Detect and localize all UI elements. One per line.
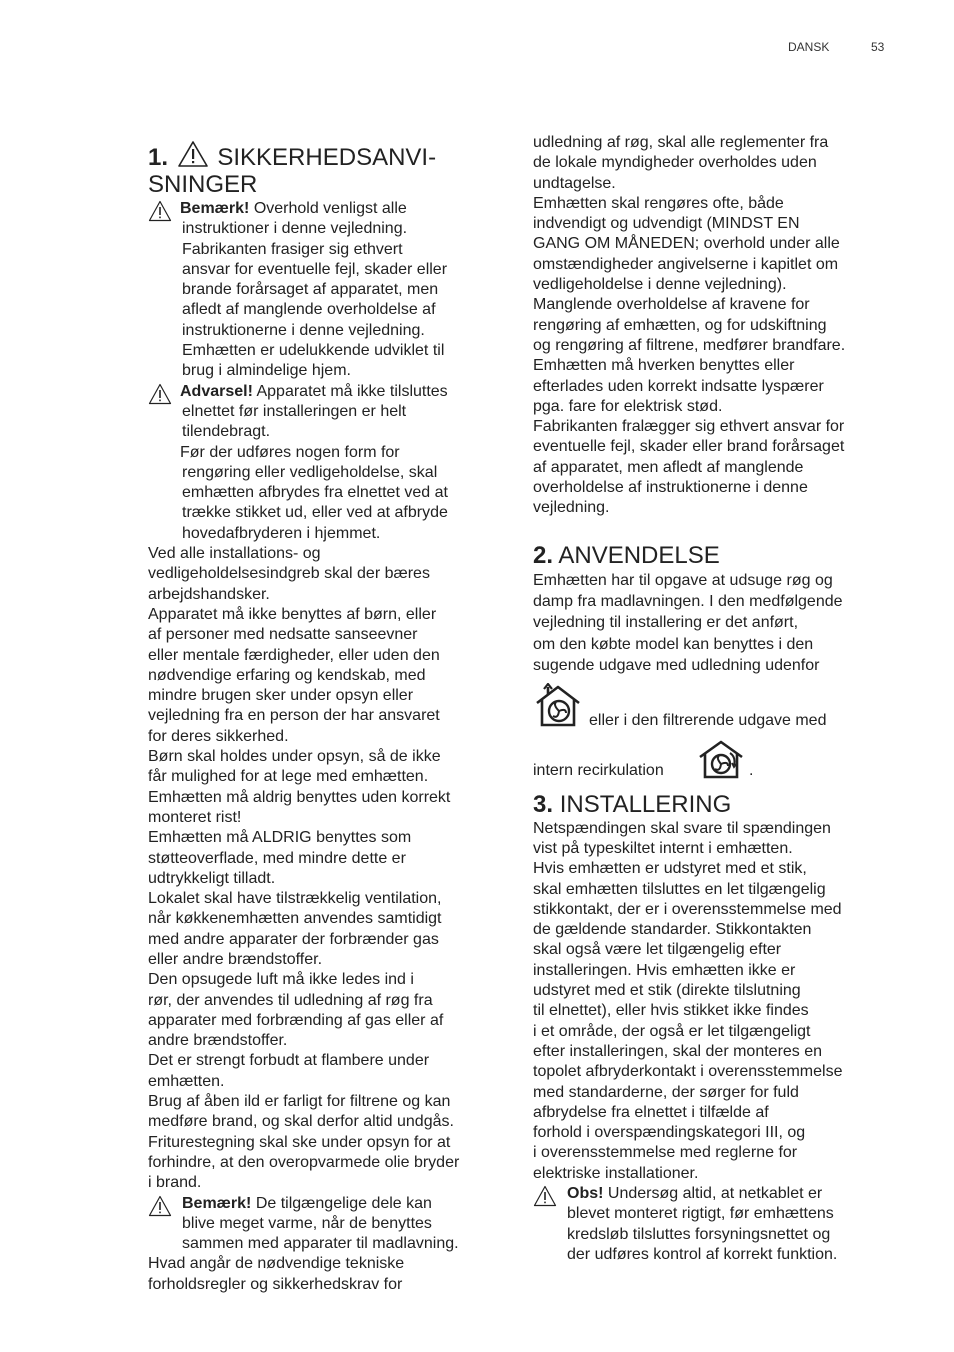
note2-line: blive meget varme, når de benyttes (182, 1214, 432, 1232)
recirculation-mode-line (533, 737, 893, 783)
section3-body (533, 819, 893, 1184)
body-line: Det er strengt forbudt at flambere under (148, 1052, 430, 1070)
section2-title: ANVENDELSE (558, 541, 720, 569)
recirculation-mode-icon (696, 739, 746, 781)
section2-number: 2. (533, 541, 554, 569)
warning-line: emhætten afbrydes fra elnettet ved at (182, 484, 448, 502)
right-column (533, 133, 893, 1265)
obs-first-line: Undersøg altid, at netkablet er (607, 1185, 823, 1203)
exhaust-mode-icon (533, 683, 583, 729)
body-line: Manglende overholdelse af kravene for (533, 296, 810, 314)
body-line: af personer med nedsatte sanseevner (148, 626, 418, 644)
body-line: forhindre, at den overopvarmede olie bryder (148, 1153, 460, 1171)
body-line: med standarderne, der sørger for fuld (533, 1083, 799, 1101)
body-line: Hvad angår de nødvendige tekniske (148, 1255, 405, 1273)
note1-line: brug i almindelige hjem. (182, 362, 351, 380)
obs-line: der udføres kontrol af korrekt funktion. (567, 1245, 838, 1263)
body-line: overholdelse af instruktionerne i denne (533, 479, 808, 497)
body-line: Apparatet må ikke benyttes af børn, eller (148, 605, 437, 623)
body-line: eventuelle fejl, skader eller brand forårsaget (533, 438, 845, 456)
warning-triangle-icon (177, 140, 209, 168)
body-line: nødvendige erfaring og kendskab, med (148, 666, 426, 684)
section1-body (148, 544, 508, 1194)
body-line: i et område, der også er let tilgængeligt (533, 1022, 811, 1040)
note1-line: instruktionerne i denne vejledning. (182, 321, 425, 339)
body-line: omstændigheder angivelserne i kapitlet om (533, 255, 839, 273)
note2-block (148, 1194, 508, 1255)
body-line: emhætten. (148, 1072, 225, 1090)
body-line: Emhætten skal rengøres ofte, både (533, 194, 784, 212)
section3-title: INSTALLERING (559, 790, 732, 818)
warning-line: trække stikket ud, eller ved at afbryde (182, 504, 448, 522)
body-line: rør, der anvendes til udledning af røg fra (148, 991, 433, 1009)
note1-first-line: Overhold venligst alle (253, 200, 407, 217)
body-line: undtagelse. (533, 174, 616, 192)
body-line: Emhætten har til opgave at udsuge røg og (533, 571, 833, 589)
body-line: Friturestegning skal ske under opsyn for at (148, 1133, 451, 1151)
body-line: af apparatet, men afledt af manglende (533, 458, 804, 476)
body-line: Den opsugede luft må ikke ledes ind i (148, 971, 414, 989)
warning-line: hovedafbryderen i hjemmet. (182, 524, 381, 542)
continued-text (533, 133, 893, 519)
body-line: støtteoverflade, med mindre dette er (148, 849, 406, 867)
body-line: installeringen. Hvis emhætten ikke er (533, 961, 796, 979)
body-line: damp fra madlavningen. I den medfølgende (533, 593, 843, 611)
body-line: vejledning fra en person der har ansvaret (148, 707, 440, 725)
note2-label: Bemærk! (182, 1194, 252, 1212)
warning-line: elnettet før installeringen er helt (182, 402, 407, 420)
warning-block (148, 382, 508, 544)
body-line: Hvis emhætten er udstyret med et stik, (533, 860, 807, 878)
page-number: 53 (871, 40, 885, 54)
note1-block (148, 199, 508, 382)
warning-label: Advarsel! (180, 382, 253, 400)
body-line: Emhætten må hverken benyttes eller (533, 357, 795, 375)
body-line: mindre brugen sker under opsyn eller (148, 687, 414, 705)
body-line: eller andre brændstoffer. (148, 950, 323, 968)
warning-line: tilendebragt. (182, 423, 271, 441)
body-line: GANG OM MÅNEDEN; overhold under alle (533, 235, 840, 253)
body-line: Emhætten må ALDRIG benyttes som (148, 829, 412, 847)
body-line: vejledning. (533, 499, 610, 517)
note1-label: Bemærk! (180, 200, 250, 217)
body-line: medføre brand, og skal derfor altid undgås. (148, 1113, 454, 1131)
body-line: får mulighed for at lege med emhætten. (148, 768, 429, 786)
body-line: Fabrikanten fralægger sig ethvert ansvar for (533, 418, 845, 436)
body-line: i overensstemmelse med reglerne for (533, 1144, 798, 1162)
body-line: i brand. (148, 1174, 202, 1192)
note1-line: ansvar for eventuelle fejl, skader eller (182, 260, 448, 278)
warning-triangle-icon (533, 1185, 557, 1207)
note1-line: Emhætten er udelukkende udviklet til (182, 342, 445, 360)
body-line: rengøring af emhætten, og for udskiftning (533, 316, 827, 334)
body-line: monteret rist! (148, 808, 242, 826)
exhaust-mode-line (533, 683, 893, 735)
body-line: vedligeholdelse i denne vejledning). (533, 276, 787, 294)
body-line: andre brændstoffer. (148, 1032, 288, 1050)
warning-triangle-icon (148, 200, 172, 222)
section1-title-line2: SNINGER (148, 171, 258, 198)
body-line: vejledning til installering er det anført, (533, 614, 799, 632)
obs-note-block (533, 1184, 893, 1265)
warning-line: Før der udføres nogen form for (180, 443, 400, 461)
body-line: vist på typeskiltet internt i emhætten. (533, 839, 793, 857)
obs-line: blevet monteret rigtigt, før emhættens (567, 1205, 834, 1223)
obs-line: kredsløb tilsluttes forsyningsnettet og (567, 1225, 831, 1243)
body-line: arbejdshandsker. (148, 585, 270, 603)
body-line: om den købte model kan benyttes i den (533, 635, 814, 653)
body-line: efter installeringen, skal der monteres en (533, 1042, 823, 1060)
body-line: pga. fare for elektrisk stød. (533, 397, 723, 415)
note1-line: instruktioner i denne vejledning. (182, 220, 408, 238)
body-line: Brug af åben ild er farligt for filtrene og kan (148, 1093, 451, 1111)
body-line: Lokalet skal have tilstrækkelig ventilation, (148, 890, 442, 908)
body-line: til elnettet), eller hvis stikket ikke findes (533, 1002, 809, 1020)
section1-tail (148, 1254, 508, 1295)
note2-first-line: De tilgængelige dele kan (255, 1194, 432, 1212)
body-line: udledning af røg, skal alle reglementer fra (533, 134, 829, 151)
section1-heading (148, 140, 508, 198)
body-line: Ved alle installations- og (148, 545, 321, 563)
note1-line: brande forårsaget af apparatet, men (182, 281, 439, 299)
body-line: indvendigt og udvendigt (MINDST EN (533, 215, 800, 233)
body-line: og rengøring af filtrene, medfører brandfare. (533, 336, 846, 354)
before-recirculation-icon-text: intern recirkulation (533, 761, 664, 779)
body-line: udstyret med et stik (direkte tilslutning (533, 982, 801, 1000)
body-line: sugende udgave med udledning udenfor (533, 657, 820, 675)
body-line: med andre apparater der forbrænder gas (148, 930, 439, 948)
section3-number: 3. (533, 790, 554, 818)
section2-body (533, 570, 893, 677)
body-line: topolet afbryderkontakt i overensstemmelse (533, 1063, 843, 1081)
note1-line: Fabrikanten frasiger sig ethvert (182, 240, 403, 258)
body-line: når køkkenemhætten anvendes samtidigt (148, 910, 442, 928)
body-line: skal emhætten tilsluttes en let tilgængelig (533, 880, 826, 898)
warning-line: rengøring eller vedligeholdelse, skal (182, 463, 438, 481)
section1-number: 1. (148, 144, 169, 171)
body-line: Netspændingen skal svare til spændingen (533, 819, 831, 837)
body-line: vedligeholdelsesindgreb skal der bæres (148, 565, 430, 583)
warning-triangle-icon (148, 383, 172, 405)
header-language: DANSK (788, 40, 830, 54)
body-line: de gældende standarder. Stikkontakten (533, 921, 812, 939)
obs-label: Obs! (567, 1185, 604, 1203)
after-exhaust-icon-text: eller i den filtrerende udgave med (589, 711, 827, 729)
body-line: elektriske installationer. (533, 1164, 699, 1182)
body-line: for deres sikkerhed. (148, 727, 289, 745)
body-line: efterlades uden korrekt indsatte lyspærer (533, 377, 824, 395)
warning-first-line: Apparatet må ikke tilsluttes (256, 382, 448, 400)
body-line: apparater med forbrænding af gas eller af (148, 1011, 444, 1029)
after-recirculation-icon-text: . (749, 761, 754, 779)
body-line: stikkontakt, der er i overensstemmelse med (533, 900, 842, 918)
body-line: forholdsregler og sikkerhedskrav for (148, 1275, 403, 1293)
left-column (148, 140, 508, 1295)
section2-heading (533, 542, 893, 570)
body-line: de lokale myndigheder overholdes uden (533, 154, 817, 172)
body-line: Børn skal holdes under opsyn, så de ikke (148, 748, 441, 766)
body-line: Emhætten må aldrig benyttes uden korrekt (148, 788, 451, 806)
body-line: udtrykkeligt tilladt. (148, 869, 276, 887)
body-line: afbrydelse fra elnettet i tilfælde af (533, 1103, 769, 1121)
body-line: skal også være let tilgængelig efter (533, 941, 782, 959)
note2-line: sammen med apparater til madlavning. (182, 1235, 459, 1253)
body-line: eller mentale færdigheder, eller uden den (148, 646, 440, 664)
body-line: forhold i overspændingskategori III, og (533, 1124, 806, 1142)
section1-title-line1: SIKKERHEDSANVI- (217, 144, 437, 171)
note1-line: afledt af manglende overholdelse af (182, 301, 436, 319)
warning-triangle-icon (148, 1195, 172, 1217)
section3-heading (533, 791, 893, 819)
